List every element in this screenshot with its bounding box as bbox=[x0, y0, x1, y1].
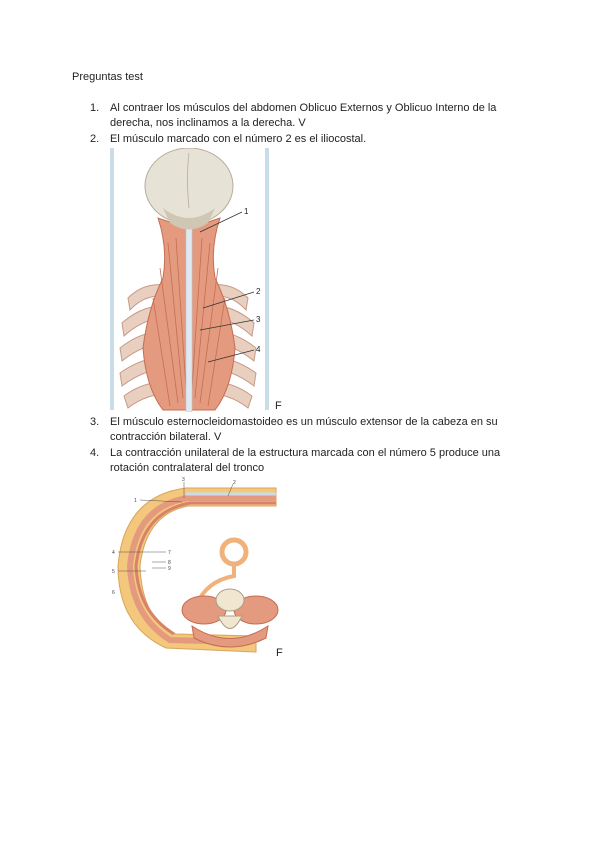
figure1-label: 4 bbox=[256, 345, 261, 354]
figure1-label: 3 bbox=[256, 315, 261, 324]
figure2-label: 3 bbox=[182, 477, 185, 483]
figure2-label: 8 bbox=[168, 560, 171, 566]
figure2-answer: F bbox=[276, 647, 283, 659]
figure2-label: 4 bbox=[112, 550, 115, 556]
question-text: Al contraer los músculos del abdomen Oblicuo Externos y Oblicuo Interno de la derecha, nos inclinamos a la derecha. V bbox=[110, 102, 497, 129]
question-text: La contracción unilateral de la estructura marcada con el número 5 produce una rotación contralateral del tronco bbox=[110, 447, 501, 474]
question-number: 3. bbox=[90, 416, 100, 428]
figure2-label: 9 bbox=[168, 566, 171, 572]
abdomen-cross-section-figure bbox=[106, 476, 280, 656]
question-text: El músculo esternocleidomastoideo es un músculo extensor de la cabeza en su contracción bilateral. V bbox=[110, 416, 498, 443]
question-text: El músculo marcado con el número 2 es el iliocostal. bbox=[110, 133, 367, 145]
back-muscles-figure bbox=[108, 148, 278, 412]
document-title: Preguntas test bbox=[72, 71, 143, 83]
figure1-label: 1 bbox=[244, 207, 249, 216]
figure2-label: 6 bbox=[112, 590, 115, 596]
figure2-label: 1 bbox=[134, 498, 137, 504]
question-number: 4. bbox=[90, 447, 100, 459]
figure1-answer: F bbox=[275, 400, 282, 412]
figure2-label: 5 bbox=[112, 569, 115, 575]
figure2-label: 7 bbox=[168, 550, 171, 556]
question-number: 1. bbox=[90, 102, 100, 114]
figure1-label: 2 bbox=[256, 287, 261, 296]
figure2-label: 2 bbox=[233, 480, 236, 486]
question-number: 2. bbox=[90, 133, 100, 145]
